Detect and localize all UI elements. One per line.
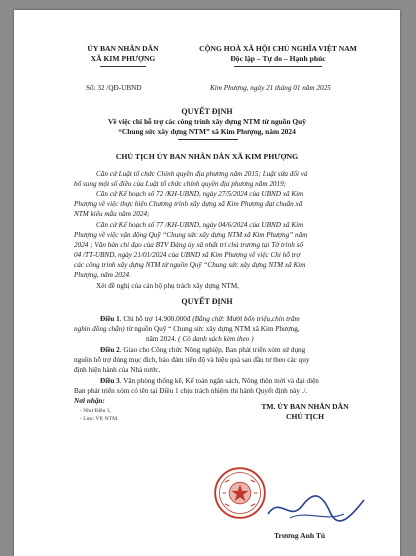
commune-name: XÃ KIM PHƯỢNG	[90, 54, 156, 63]
document-page	[14, 10, 400, 556]
header-left-underline	[100, 66, 146, 67]
official-seal-icon	[213, 466, 267, 520]
handwritten-signature-icon	[260, 488, 370, 528]
preamble-line: Phượng, năm 2024.	[74, 271, 131, 279]
document-number: Số: 32 /QĐ-UBND	[86, 84, 142, 92]
preamble-line: Phượng về việc vận động Quỹ “Chung sức xây dựng NTM xã Kim Phượng” năm	[74, 231, 308, 239]
article-1-label: Điều 1	[100, 315, 120, 323]
decision-heading: QUYẾT ĐỊNH	[181, 297, 233, 306]
recipient-item: - Như Điều 3,	[80, 408, 111, 414]
recipient-item: - Lưu: VP, NTM.	[80, 416, 119, 422]
preamble-line: Căn cứ Luật tổ chức Chính quyền địa phương năm 2015; Luật sửa đổi và	[96, 170, 308, 178]
article-1-line: Điều 1. Chi hỗ trợ 14.900.000đ (Bằng chữ: Mười bốn triệu,chín trăm	[100, 315, 300, 323]
issuing-authority: CHỦ TỊCH ỦY BAN NHÂN DÂN XÃ KIM PHƯỢNG	[115, 152, 299, 161]
preamble-line: NTM kiểu mẫu năm 2024;	[74, 210, 150, 218]
article-2-label: Điều 2	[100, 346, 120, 354]
signature-org: TM. ỦY BAN NHÂN DÂN	[261, 402, 349, 411]
preamble-line: Căn cứ Kế hoạch số 77 /KH-UBND, ngày 04/6/2024 của UBND xã Kim	[96, 221, 304, 229]
article-3-line: Điều 3. Văn phòng thống kê, Kế toán ngân sách, Nông thôn mới và đại diện	[100, 377, 319, 385]
signer-name: Trương Anh Tú	[274, 531, 326, 540]
place-date: Kim Phượng, ngày 21 tháng 01 năm 2025	[210, 84, 331, 92]
document-heading: QUYẾT ĐỊNH	[181, 107, 233, 116]
preamble-line: 2024 ; Văn bản chỉ đạo của BTV Đảng ủy xã nhất trí chủ trương tại Tờ trình số	[74, 241, 304, 249]
article-3-line: Ban phát triển xóm có tên tại Điều 1 chịu trách nhiệm thi hành Quyết định này ./.	[74, 387, 308, 395]
preamble-line: Xét đề nghị của cán bộ phụ trách xây dựng NTM,	[96, 282, 240, 290]
preamble-line: 04 /TT-UBND, ngày 21/01/2024 của UBND xã Kim Phượng về việc Chi hỗ trợ	[74, 251, 301, 259]
subject-underline	[178, 139, 238, 140]
recipients-label: Nơi nhận:	[74, 397, 105, 405]
article-1-line: nghìn đồng chẵn) từ nguồn Quỹ “ Chung sức xây dựng NTM xã Kim Phượng,	[74, 325, 300, 333]
article-3-label: Điều 3	[100, 377, 120, 385]
subject-line-2: “Chung sức xây dựng NTM” xã Kim Phượng, năm 2024	[118, 127, 296, 136]
preamble-line: Căn cứ Kế hoạch số 72 /KH-UBND, ngày 27/5/2024 của UBND xã Kim	[96, 190, 304, 198]
preamble-line: bổ sung một số điều của Luật tổ chức chính quyền địa phương năm 2019;	[74, 180, 287, 188]
header-right-underline	[234, 66, 322, 67]
article-2-line: nguồn hỗ trợ đúng mục đích, bảo đảm tiến độ và hiệu quả sau đầu tư theo các quy	[74, 356, 310, 364]
nation-motto: Độc lập – Tự do – Hạnh phúc	[230, 54, 326, 63]
preamble-line: các công trình xây dựng NTM từ nguồn Quỹ “Chung sức xây dựng NTM xã Kim	[74, 261, 306, 269]
signature-title: CHỦ TỊCH	[285, 412, 325, 421]
article-2-line: định hiện hành của Nhà nước.	[74, 366, 161, 374]
nation-title: CỘNG HOÀ XÃ HỘI CHỦ NGHĨA VIỆT NAM	[199, 44, 357, 53]
preamble-line: Phượng về việc thực hiện Chương trình xây dựng xã Kim Phượng đạt chuẩn xã	[74, 200, 303, 208]
subject-line-1: Về việc chi hỗ trợ các công trình xây dựng NTM từ nguồn Quỹ	[108, 117, 306, 126]
article-2-line: Điều 2. Giao cho Công chức Nông nghiệp, Ban phát triển xóm sử dụng	[100, 346, 306, 354]
org-name: ỦY BAN NHÂN DÂN	[87, 44, 159, 53]
article-1-line: năm 2024. ( Có danh sách kèm theo )	[146, 335, 254, 343]
